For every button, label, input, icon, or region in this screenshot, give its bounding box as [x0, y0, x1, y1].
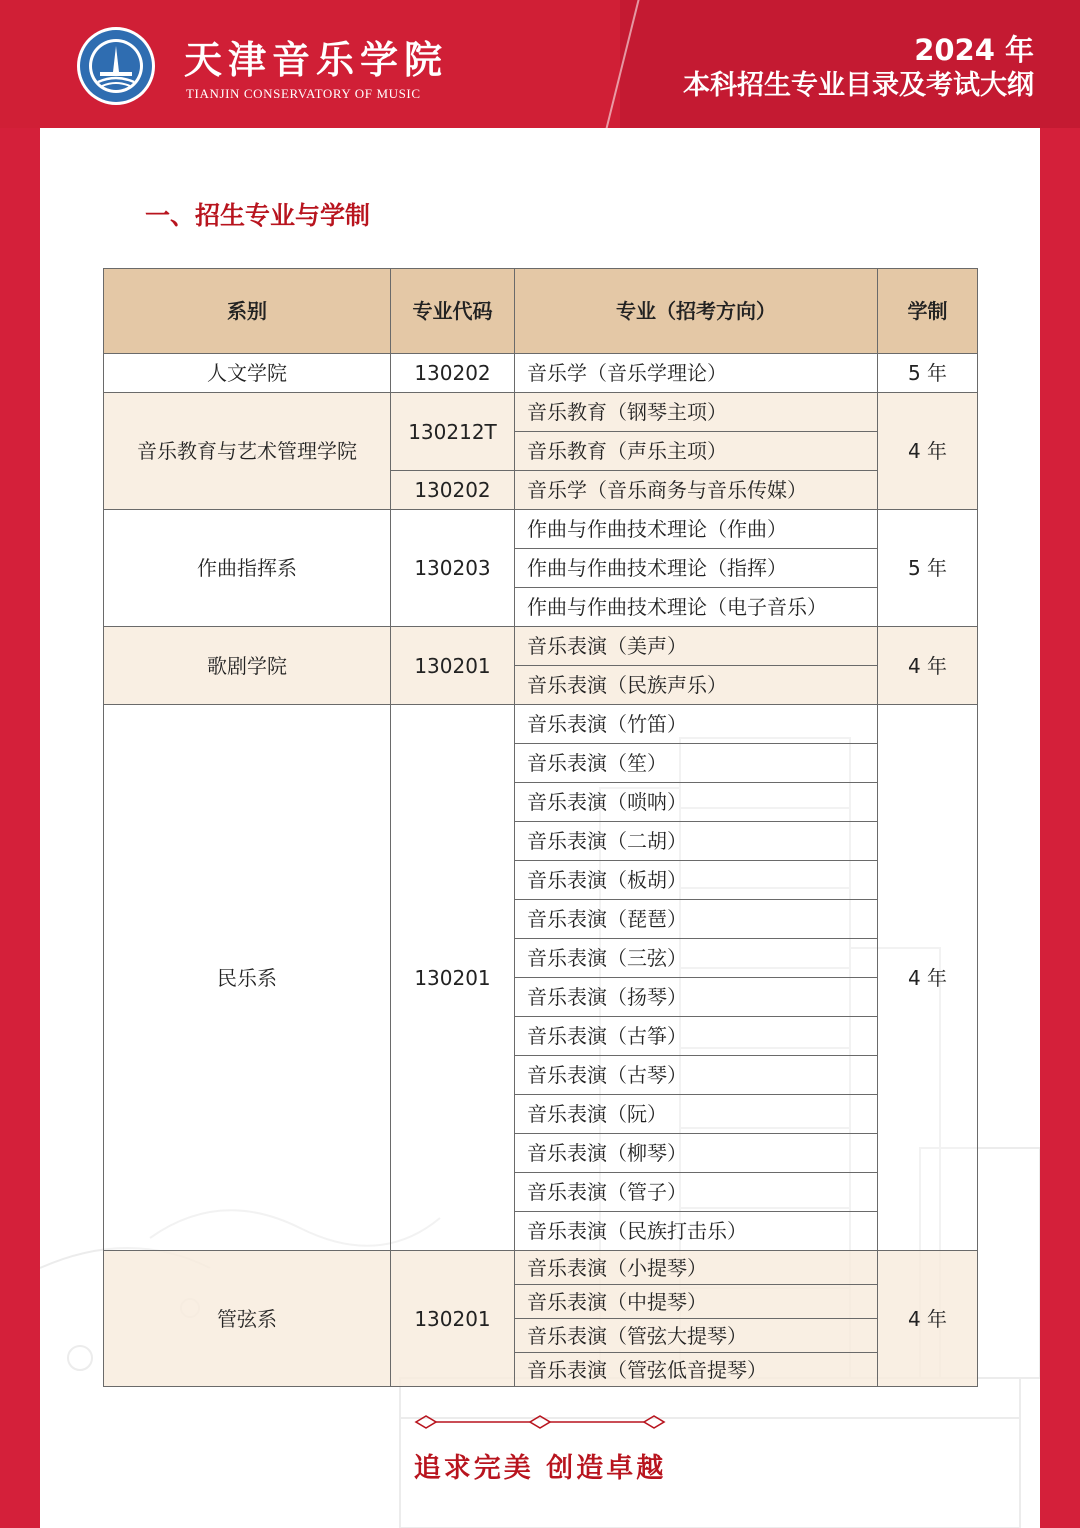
major-cell: 音乐表演（美声）	[515, 627, 878, 666]
major-cell: 音乐表演（阮）	[515, 1095, 878, 1134]
code-cell: 130201	[391, 1251, 515, 1387]
ornament-divider-icon	[414, 1411, 666, 1433]
major-cell: 音乐表演（竹笛）	[515, 705, 878, 744]
major-cell: 音乐表演（管子）	[515, 1173, 878, 1212]
department-cell: 音乐教育与艺术管理学院	[104, 393, 391, 510]
duration-cell: 5 年	[878, 354, 978, 393]
table-row	[104, 705, 978, 744]
major-cell: 音乐表演（板胡）	[515, 861, 878, 900]
major-cell: 音乐表演（小提琴）	[515, 1251, 878, 1285]
catalog-year: 2024 年	[914, 33, 1034, 67]
code-cell: 130201	[391, 705, 515, 1251]
school-name-cn: 天津音乐学院	[184, 37, 449, 82]
major-cell: 作曲与作曲技术理论（指挥）	[515, 549, 878, 588]
major-cell: 音乐表演（管弦大提琴）	[515, 1319, 878, 1353]
major-cell: 作曲与作曲技术理论（作曲）	[515, 510, 878, 549]
department-cell: 人文学院	[104, 354, 391, 393]
major-cell: 音乐表演（民族打击乐）	[515, 1212, 878, 1251]
code-cell: 130203	[391, 510, 515, 627]
department-cell: 管弦系	[104, 1251, 391, 1387]
department-cell: 歌剧学院	[104, 627, 391, 705]
major-cell: 音乐表演（笙）	[515, 744, 878, 783]
section-title: 一、招生专业与学制	[145, 201, 371, 230]
school-emblem-icon	[76, 26, 156, 106]
table-row	[104, 627, 978, 666]
table-header-row	[104, 269, 978, 354]
duration-cell: 4 年	[878, 705, 978, 1251]
major-cell: 音乐学（音乐商务与音乐传媒）	[515, 471, 878, 510]
duration-cell: 4 年	[878, 627, 978, 705]
code-cell: 130201	[391, 627, 515, 705]
major-cell: 音乐表演（柳琴）	[515, 1134, 878, 1173]
duration-cell: 4 年	[878, 1251, 978, 1387]
major-cell: 音乐表演（管弦低音提琴）	[515, 1353, 878, 1387]
table-row	[104, 393, 978, 432]
slogan: 追求完美 创造卓越	[413, 1453, 667, 1484]
table-row	[104, 354, 978, 393]
department-cell: 民乐系	[104, 705, 391, 1251]
major-cell: 音乐表演（唢呐）	[515, 783, 878, 822]
major-cell: 音乐表演（民族声乐）	[515, 666, 878, 705]
major-cell: 音乐表演（琵琶）	[515, 900, 878, 939]
header-major: 专业（招考方向）	[515, 269, 878, 354]
department-cell: 作曲指挥系	[104, 510, 391, 627]
document-page	[40, 128, 1040, 1528]
major-cell: 音乐教育（声乐主项）	[515, 432, 878, 471]
major-cell: 音乐教育（钢琴主项）	[515, 393, 878, 432]
major-cell: 音乐学（音乐学理论）	[515, 354, 878, 393]
code-cell: 130202	[391, 471, 515, 510]
code-cell: 130202	[391, 354, 515, 393]
major-cell: 音乐表演（扬琴）	[515, 978, 878, 1017]
table-row	[104, 510, 978, 549]
major-cell: 音乐表演（古琴）	[515, 1056, 878, 1095]
duration-cell: 5 年	[878, 510, 978, 627]
major-cell: 音乐表演（古筝）	[515, 1017, 878, 1056]
program-table	[103, 268, 978, 1387]
duration-cell: 4 年	[878, 393, 978, 510]
catalog-title: 本科招生专业目录及考试大纲	[683, 70, 1034, 101]
major-cell: 作曲与作曲技术理论（电子音乐）	[515, 588, 878, 627]
header-department: 系别	[104, 269, 391, 354]
page-header	[0, 0, 1080, 128]
major-cell: 音乐表演（三弦）	[515, 939, 878, 978]
code-cell: 130212T	[391, 393, 515, 471]
header-duration: 学制	[878, 269, 978, 354]
major-cell: 音乐表演（中提琴）	[515, 1285, 878, 1319]
table-row	[104, 1251, 978, 1285]
school-name-en: TIANJIN CONSERVATORY OF MUSIC	[186, 86, 421, 101]
major-cell: 音乐表演（二胡）	[515, 822, 878, 861]
header-code: 专业代码	[391, 269, 515, 354]
